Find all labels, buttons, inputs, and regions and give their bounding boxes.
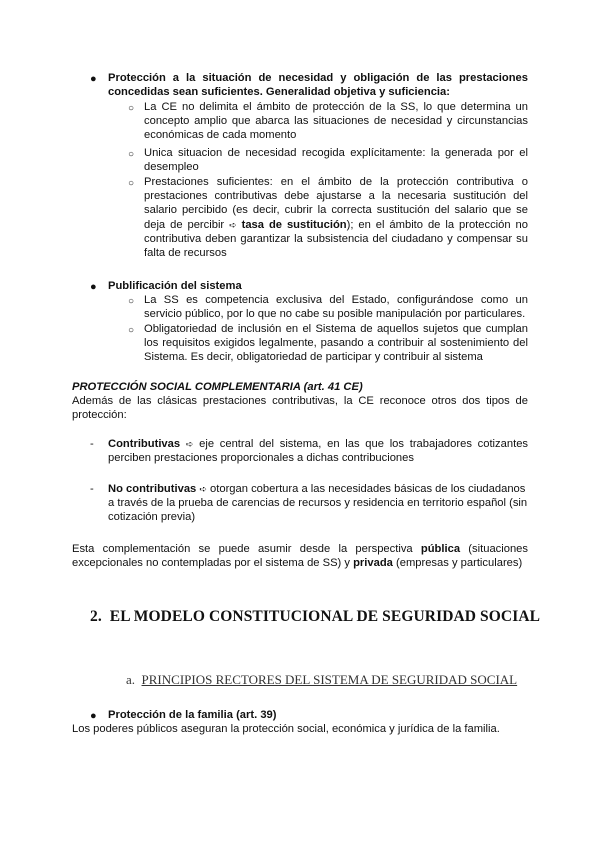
privada-term: privada: [353, 557, 393, 570]
item-text: ); en el ámbito de la protección no contributiva deben garantizar la subsistencia del ciudadano y compensar su falta de recursos: [144, 218, 528, 260]
dash-marker: -: [90, 438, 94, 450]
sub-bullet-icon: ○: [128, 103, 135, 114]
bullet-icon: ●: [90, 73, 97, 85]
sub-bullet-icon: ○: [128, 296, 135, 307]
section-heading-2: [90, 610, 540, 624]
subsection-letter: a.: [126, 672, 136, 687]
arrow-icon: ➪: [185, 439, 194, 449]
sub-bullet-icon: ○: [128, 178, 135, 189]
publica-term: pública: [420, 543, 461, 555]
dash-marker: -: [90, 483, 94, 495]
publificacion-heading: Publificación del sistema: [108, 280, 242, 292]
contributivas-label: Contributivas: [108, 438, 181, 450]
proteccion-item-1: La CE no delimita el ámbito de protección de la SS, lo que determina un concepto amplio que abarca las situaciones de necesidad y circunstancias económicas de cada momento: [144, 101, 528, 142]
complementaria-closing: [72, 542, 528, 570]
arrow-icon: ➪: [199, 484, 207, 494]
proteccion-item-3: [144, 175, 528, 260]
complementaria-intro: Además de las clásicas prestaciones contributivas, la CE reconoce otros dos tipos de protección:: [72, 395, 528, 422]
no-contributivas-text: otorgan cobertura a las necesidades básicas de los ciudadanos a través de la prueba de carencias de recursos y residencia en territorio español (sin cotización previa): [108, 483, 528, 524]
proteccion-heading: Protección a la situación de necesidad y obligación de las prestaciones concedidas sean suficientes. Generalidad objetiva y suficiencia:: [108, 72, 528, 99]
publificacion-item-1: La SS es competencia exclusiva del Estado, configurándose como un servicio público, por lo que no cabe su posible manipulación por particulares.: [144, 294, 528, 321]
section-title: EL MODELO CONSTITUCIONAL DE SEGURIDAD SOCIAL: [109, 608, 541, 625]
no-contributivas-label: No contributivas: [108, 483, 197, 495]
bullet-icon: ●: [90, 281, 97, 293]
arrow-icon: ➪: [229, 219, 237, 230]
complementaria-title: PROTECCIÓN SOCIAL COMPLEMENTARIA (art. 41 CE): [72, 381, 363, 393]
no-contributivas-item: [108, 482, 528, 525]
bullet-icon: ●: [90, 710, 97, 722]
contributivas-text: eje central del sistema, en las que los trabajadores cotizantes perciben prestaciones proporcionales a dichas contribuciones: [108, 438, 529, 465]
sub-bullet-icon: ○: [128, 325, 135, 336]
section-number: 2.: [90, 608, 102, 625]
closing-text: (situaciones excepcionales no contempladas por el sistema de SS) y: [72, 543, 528, 570]
contributivas-item: [108, 437, 528, 465]
familia-heading: Protección de la familia (art. 39): [108, 709, 277, 721]
publificacion-item-2: Obligatoriedad de inclusión en el Sistema de aquellos sujetos que cumplan los requisitos exigidos legalmente, pasando a contribuir al sostenimiento del Sistema. Es decir, obligatoriedad de participar y contribuir al sistema: [144, 323, 528, 364]
tasa-sustitucion-term: tasa de sustitución: [241, 218, 347, 231]
item-text: Prestaciones suficientes: en el ámbito de la protección contributiva o prestaciones contributivas debe ajustarse a la necesaria sustitución del salario percibido (es decir, cubrir la correcta sustitución del salario que se deja de percibir: [144, 176, 528, 231]
closing-text: (empresas y particulares): [392, 557, 523, 570]
closing-text: Esta complementación se puede asumir desde la perspectiva: [72, 543, 421, 555]
familia-text: Los poderes públicos aseguran la protección social, económica y jurídica de la familia.: [72, 723, 500, 735]
sub-bullet-icon: ○: [128, 149, 135, 160]
subsection-heading-a: [126, 673, 517, 687]
proteccion-item-2: Unica situacion de necesidad recogida explícitamente: la generada por el desempleo: [144, 147, 528, 174]
subsection-title: PRINCIPIOS RECTORES DEL SISTEMA DE SEGURIDAD SOCIAL: [141, 672, 518, 687]
